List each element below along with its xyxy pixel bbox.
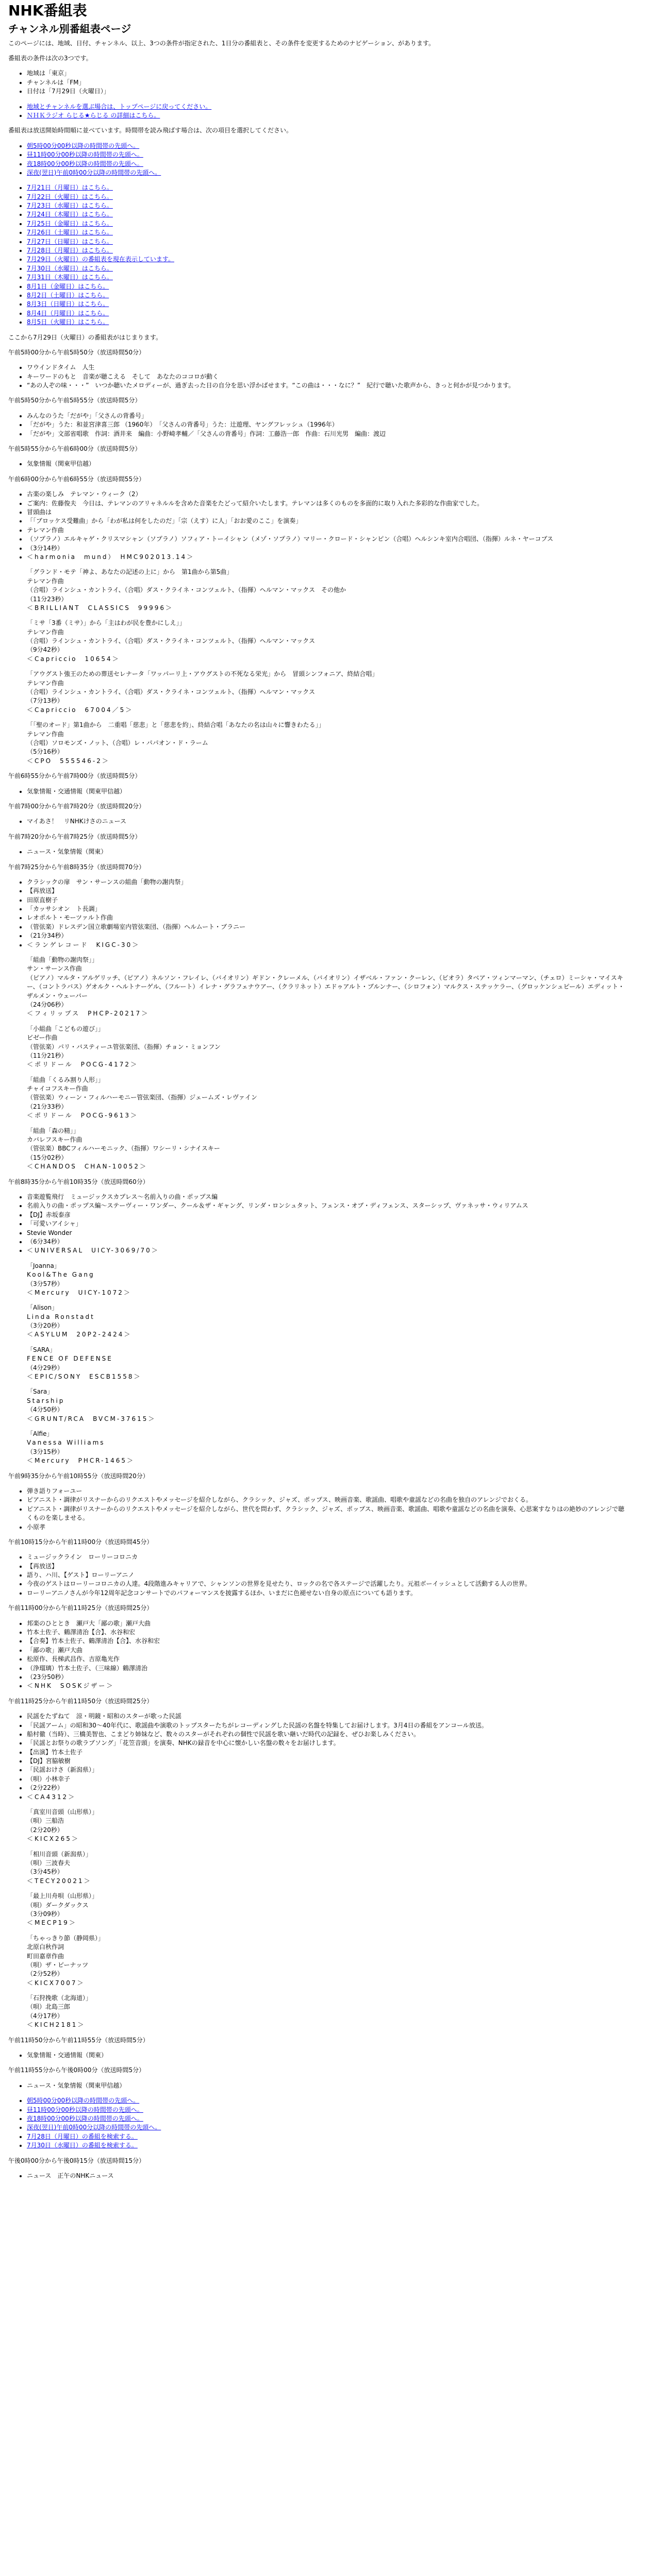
cut-line: （管弦楽）パリ・バスティーユ管弦楽団、（指揮）チョン・ミョンフン <box>27 1043 221 1050</box>
cut-line: 「組曲「くるみ割り人形」」 <box>27 1076 105 1083</box>
jump-link-midnight[interactable]: 深夜(翌日)午前0時00分以降の時間帯の先頭へ。 <box>27 168 161 176</box>
cut-line: 「ミサ「3番（ミサ）」から「主はわが民を豊かにしえ」」 <box>27 619 186 627</box>
cut-line: FENCE OF DEFENSE <box>27 1355 113 1363</box>
program-cut <box>27 568 627 613</box>
cut-line: （唄）ダークダックス <box>27 1901 89 1909</box>
nav-link[interactable]: 7月30日（水曜日）の番組を検索する。 <box>27 2142 138 2149</box>
cut-line: （3分15秒） <box>27 1448 63 1455</box>
date-item <box>27 238 627 246</box>
cut-line: （3分57秒） <box>27 1280 63 1287</box>
program-item: • “あの人ぞの味・・・” いつか聴いたメロディーが、過ぎ去った日の自分を思い浮かばせます。“この曲は・・・なに？” 紀行で聴いた歌声から、きっと何かが見つかります。 <box>27 381 627 390</box>
program-items <box>8 817 627 826</box>
date-link[interactable]: 8月1日（金曜日）はこちら。 <box>27 282 109 290</box>
program-item: • 気象情報・交通情報（関東甲信越） <box>27 787 627 796</box>
cut-line: （合唱）ラインシュ・カントライ、（合唱）ダス・クライネ・コンツェルト、（指揮）ヘルマン・マックス <box>27 688 316 696</box>
cut-line: 「小組曲「こどもの遊び」」 <box>27 1025 105 1032</box>
cut-line: （9分42秒） <box>27 646 63 654</box>
cut-line: （7分13秒） <box>27 697 63 705</box>
program-items <box>8 1619 627 1691</box>
cut-line: ＜EPIC/SONY ESCB1558＞ <box>27 1373 142 1381</box>
cut-line: 「「聖のオード」第1曲から 二重唱「慈悲」と「慈悲を約」、終結合唱「あなたの名は山々に響きわたる」」 <box>27 721 325 729</box>
program-item: • 【再放送】 <box>27 887 627 895</box>
page-title: NHK番組表 <box>8 2 87 19</box>
cut-line: Vanessa Williams <box>27 1439 105 1447</box>
date-item <box>27 219 627 228</box>
program-cut <box>27 1934 627 1988</box>
cut-line: 「アウグスト強王のための葬送セレナータ「ワッパーリ上・アウグストの不死なる栄光」から 冒頭シンフォニア、終結合唱」 <box>27 670 378 678</box>
date-link[interactable]: 8月5日（火曜日）はこちら。 <box>27 318 109 326</box>
program-item: • 弾き語りフォーユー <box>27 1487 627 1496</box>
cut-line: （3分45秒） <box>27 1868 63 1876</box>
program-item: • ピアニスト・調律がリスナーからのリクエストやメッセージを紹介しながら、クラシック、ジャズ、ポップス、映画音楽、歌謡曲、唱歌や童謡などの名曲を独自のアレンジでおくる。 <box>27 1496 627 1504</box>
cut-line: ＜Capriccio 10654＞ <box>27 655 120 663</box>
jump-label: 番組表は放送開始時間順に並べています。時間帯を読み飛ばす場合は、次の項目を選択してください。 <box>8 127 293 134</box>
program-item: • 「可愛いアイシャ」 <box>27 1219 627 1228</box>
program-item: • 「だがや」文部省唱歌 作詞：酒井来 編曲：小野崎孝輔／「父さんの背番号」作詞：工藤浩一郎 作曲：石川光男 編曲：渡辺 <box>27 430 627 438</box>
program-block <box>8 348 627 391</box>
cut-line: ＜KICX265＞ <box>27 1835 79 1843</box>
jump-link-morning[interactable]: 朝5時00分00秒以降の時間帯の先頭へ。 <box>27 142 140 149</box>
nav-item <box>27 2132 627 2141</box>
cut-line: 「組曲「動物の謝肉祭」」 <box>27 956 98 964</box>
nav-link[interactable]: 深夜(翌日)午前0時00分以降の時間帯の先頭へ。 <box>27 2124 161 2131</box>
program-item: • 松原作、長梯武昌作、吉原亀光作 <box>27 1655 627 1664</box>
program-cut <box>27 1850 627 1886</box>
radiru-link[interactable]: ＮＨＫラジオ らじる★らじる の詳細はこちら。 <box>27 111 160 119</box>
program-cut <box>27 956 627 1019</box>
program-cut <box>27 1808 627 1844</box>
date-link[interactable]: 7月24日（木曜日）はこちら。 <box>27 211 113 218</box>
program-item: • 冒頭曲は <box>27 508 627 517</box>
program-cut <box>27 619 627 664</box>
last-program <box>8 2157 627 2181</box>
program-time: 午前11時00分から午前11時25分（放送時間25分） <box>8 1604 153 1612</box>
cut-line: 「Sara」 <box>27 1388 54 1396</box>
jump-link-evening[interactable]: 夜18時00分00秒以降の時間帯の先頭へ。 <box>27 160 143 167</box>
nav-link[interactable]: 昼11時00分00秒以降の時間帯の先頭へ。 <box>27 2106 143 2113</box>
cut-line: 「Alfie」 <box>27 1430 53 1437</box>
program-item: • みんなのうた「だがや」「父さんの背番号」 <box>27 412 627 420</box>
program-items <box>8 1553 627 1598</box>
cut-line: 「最上川舟唄（山形県）」 <box>27 1892 98 1900</box>
program-block <box>8 1538 627 1598</box>
date-link[interactable]: 7月28日（月曜日）はこちら。 <box>27 247 113 255</box>
program-item: • （ソプラノ）エルキャゲ・クリスマシャン（ソプラノ）ソフィア・トーイシャン（メゾ・ソプラノ）マリー・クロード・シャンピン（合唱）ヘルシンキ室内合唱団、（指揮）ルネ・ヤーコブス <box>27 535 627 544</box>
current-date-link[interactable]: 7月29日（火曜日）の番組表を現在表示しています。 <box>27 256 174 263</box>
program-item: • ワウインドタイム 人生 <box>27 363 627 372</box>
program-item: • （2分22秒） <box>27 1784 627 1792</box>
condition-item: • チャンネルは「FM」 <box>27 78 627 87</box>
date-item <box>27 264 627 273</box>
cut-line: Linda Ronstadt <box>27 1313 95 1320</box>
program-item: • ＜CA4312＞ <box>27 1793 627 1802</box>
date-item <box>27 210 627 219</box>
cut-line: （ピアノ）マルタ・アルゲリッチ、（ピアノ）ネルソン・フレイレ、（バイオリン）ギドン・クレーメル、（バイオリン）イザベル・ファン・クーレン、（ビオラ）タベア・ツィンマーマン、（チェロ）ミーシャ・マイスキー、（コントラバス）ゲオルク・ヘルトナーゲル、（フルート）イレナ・グラフェナウアー、（クラリネット）エドゥアルト・ブルンナー、（シロフォン）マルクス・ステッケラー、（グロッケンシュピール）エディット・ザルメン・ウェーバー <box>27 974 624 999</box>
date-link[interactable]: 8月4日（月曜日）はこちら。 <box>27 309 109 317</box>
cut-line: （2分52秒） <box>27 1970 63 1978</box>
program-cut <box>27 670 627 715</box>
program-item: • 今夜のゲストはローリーコロニカの人達。4段階進みキャリアで、シャンソンの世界を見せたり、ロックの名で各ステージで活躍したり。元祖ボーイッシュとして活動する人の世界。 <box>27 1580 627 1588</box>
program-item: • ＜UNIVERSAL UICY-3069/70＞ <box>27 1246 627 1255</box>
cut-line: （15分02秒） <box>27 1154 68 1161</box>
program-item: • 語り、ハ川、【ゲスト】ローリーアニノ <box>27 1571 627 1580</box>
cut-line: テレマン作曲 <box>27 679 64 687</box>
program-items <box>8 363 627 390</box>
page-intro: このページには、地域、日付、チャンネル、以上、3つの条件が指定された、1日分の番組表と、その条件を変更するためのナビゲーション、があります。 <box>8 39 435 47</box>
nav-link[interactable]: 朝5時00分00秒以降の時間帯の先頭へ。 <box>27 2097 140 2105</box>
program-time: 午前9時35分から午前10時55分（放送時間20分） <box>8 1472 149 1480</box>
program-time: 午前11時55分から午後0時00分（放送時間5分） <box>8 2066 145 2074</box>
cut-line: 「真室川音頭（山形県）」 <box>27 1808 98 1816</box>
program-cut <box>27 1892 627 1928</box>
nav-item <box>27 2123 627 2132</box>
conditions-list <box>8 69 627 96</box>
program-item: • 「「ブロッケス受難曲」から「わが私は何をしたのだ」「宗（えす）に人」「おお愛のここ」を演奏」 <box>27 517 627 526</box>
cut-line: （21分33秒） <box>27 1103 68 1110</box>
program-cuts <box>8 568 627 766</box>
bottom-nav-links <box>8 2096 627 2150</box>
program-item: • ピアニスト・調律がリスナーからのリクエストやメッセージを紹介しながら、世代を問わず、クラシック、ジャズ、ポップス、映画音楽、歌謡曲、唱歌や童謡などの名曲を演奏、心思案すなりはの絶妙のアレンジで聴くものを楽しませる。 <box>27 1505 627 1523</box>
program-time: 午前7時20分から午前7時25分（放送時間5分） <box>8 833 141 840</box>
cut-line: 「SARA」 <box>27 1346 56 1353</box>
program-time: 午後0時00分から午後0時15分（放送時間15分） <box>8 2157 145 2164</box>
date-links <box>8 183 627 327</box>
cut-line: （4分29秒） <box>27 1364 63 1371</box>
date-link[interactable]: 7月30日（水曜日）はこちら。 <box>27 264 113 272</box>
date-item <box>27 183 627 192</box>
nav-link[interactable]: 夜18時00分00秒以降の時間帯の先頭へ。 <box>27 2114 143 2122</box>
cut-line: Starship <box>27 1397 65 1404</box>
date-link[interactable]: 7月21日（月曜日）はこちら。 <box>27 184 113 192</box>
program-item: • （3分14秒） <box>27 544 627 553</box>
schedule-start-text: ここから7月29日（火曜日）の番組表がはじまります。 <box>8 333 162 341</box>
cut-line: カバレフスキー作曲 <box>27 1136 82 1144</box>
date-link[interactable]: 7月25日（金曜日）はこちら。 <box>27 219 113 227</box>
cut-line: （管弦楽）BBCフィルハーモニック、（指揮）ワシーリ・シナイスキー <box>27 1145 220 1153</box>
cut-line: （4分17秒） <box>27 2012 63 2020</box>
date-link[interactable]: 7月22日（火曜日）はこちら。 <box>27 193 113 200</box>
condition-links <box>8 103 627 121</box>
program-block <box>8 2036 627 2060</box>
date-item <box>27 255 627 264</box>
program-item: • 気象情報（関東甲信越） <box>27 460 627 468</box>
program-cut <box>27 1387 627 1423</box>
program-items <box>8 2081 627 2090</box>
program-items <box>8 412 627 438</box>
cut-line: ＜CHANDOS CHAN-10052＞ <box>27 1163 147 1171</box>
program-item: • ＜NHK SOSKジザー＞ <box>27 1682 627 1690</box>
cut-line: （管弦楽）ウィーン・フィルハーモニー管弦楽団、（指揮）ジェームズ・レヴァイン <box>27 1094 257 1101</box>
nav-item <box>27 2096 627 2105</box>
program-item: • 音楽遊覧飛行 ミュージックスカプレス〜名前入りの曲・ポップス編 <box>27 1193 627 1201</box>
cut-line: 「ちゃっきり節（静岡県）」 <box>27 1934 105 1942</box>
date-link[interactable]: 7月23日（水曜日）はこちら。 <box>27 202 113 210</box>
program-item: • 「カッサシオン ト長調」 <box>27 905 627 913</box>
program-cut <box>27 1994 627 2030</box>
conditions-label: 番組表の条件は次の3つです。 <box>8 54 92 62</box>
program-item: • ニュース・気象情報（関東甲信越） <box>27 2081 627 2090</box>
date-item <box>27 201 627 210</box>
program-time: 午前7時25分から午前8時35分（放送時間70分） <box>8 863 145 871</box>
program-item: • 【出演】竹本土佐子 <box>27 1748 627 1757</box>
program-items <box>8 878 627 950</box>
cut-line: ＜ポリドール POCG-4172＞ <box>27 1061 138 1069</box>
program-block <box>8 445 627 469</box>
program-item: • ＜harmonia mund） HMC902013.14＞ <box>27 553 627 562</box>
program-block <box>8 2066 627 2090</box>
cut-line: （11分23秒） <box>27 595 68 603</box>
program-items <box>8 460 627 468</box>
cut-line: 「グランド・モテ「神よ、あなたの記述の上に」から 第1曲から第5曲」 <box>27 568 233 576</box>
program-time: 午前5時55分から午前6時00分（放送時間5分） <box>8 445 141 453</box>
program-items <box>8 1487 627 1532</box>
program-time: 午前11時50分から午前11時55分（放送時間5分） <box>8 2036 149 2044</box>
nav-item <box>27 2141 627 2150</box>
cut-line: （5分16秒） <box>27 748 63 756</box>
program-time: 午前6時00分から午前6時55分（放送時間55分） <box>8 475 145 483</box>
date-item <box>27 246 627 255</box>
top-page-link[interactable]: 地域とチャンネルを選ぶ場合は、トップページに戻ってください。 <box>27 103 212 110</box>
cut-line: （唄）北島三郎 <box>27 2003 71 2011</box>
program-item: • 小原孝 <box>27 1523 627 1532</box>
condition-item: • 日付は「7月29日（火曜日）」 <box>27 87 627 96</box>
program-time: 午前8時35分から午前10時35分（放送時間60分） <box>8 1178 149 1185</box>
cut-line: ＜KICX7007＞ <box>27 1979 85 1987</box>
program-item: • ミュージックライン ローリーコロニカ <box>27 1553 627 1562</box>
cut-line: 「Alison」 <box>27 1304 58 1312</box>
cut-line: （2分20秒） <box>27 1826 63 1834</box>
program-block <box>8 396 627 438</box>
cut-line: 「Joanna」 <box>27 1262 60 1269</box>
date-item <box>27 318 627 327</box>
program-item: • マイあさ！ リNHKけさのニュース <box>27 817 627 826</box>
program-item: • 邦楽のひととき 瀬戸大「鄙の歌」瀬戸大曲 <box>27 1619 627 1628</box>
cut-line: ＜フィリップス PHCP-20217＞ <box>27 1010 150 1018</box>
cut-line: ＜CPO 555546-2＞ <box>27 757 110 765</box>
program-block <box>8 802 627 826</box>
cut-line: （3分20秒） <box>27 1322 63 1330</box>
cut-line: ＜KICH2181＞ <box>27 2021 86 2029</box>
date-item <box>27 282 627 291</box>
program-items <box>8 1193 627 1256</box>
date-item <box>27 273 627 282</box>
cut-line: ＜GRUNT/RCA BVCM-37615＞ <box>27 1415 156 1422</box>
program-item: • 船村徹（当時）、三橋美智也、こまどり姉妹など、数々のスターがそれぞれの個性で民謡を歌い継いだ時代の記録を、ぜひお楽しみください。 <box>27 1730 627 1739</box>
program-block <box>8 1178 627 1466</box>
cut-line: （唄）三船浩 <box>27 1817 64 1825</box>
program-cut <box>27 1025 627 1070</box>
program-item: • クラシックの扉 サン・サーンスの組曲「動物の謝肉祭」 <box>27 878 627 887</box>
program-item: • 「だがや」うた：和並宮津喜三郎 （1960年） 「父さんの背番号」うた：辻遊理、ヤングフレッシュ（1996年） <box>27 420 627 429</box>
program-items <box>8 2051 627 2060</box>
program-block <box>8 475 627 766</box>
program-time: 午前5時50分から午前5時55分（放送時間5分） <box>8 397 141 404</box>
cut-line: （4分50秒） <box>27 1406 63 1414</box>
program-item: • （管弦楽）ドレスデン国立歌劇場室内管弦楽団、（指揮）ヘルムート・ブラニー <box>27 923 627 931</box>
program-cut <box>27 1346 627 1382</box>
cut-line: ビゼー作曲 <box>27 1034 58 1042</box>
cut-line: ＜ポリドール POCG-9613＞ <box>27 1112 138 1120</box>
cut-line: 「石狩挽歌（北海道）」 <box>27 1994 92 2002</box>
program-time: 午前6時55分から午前7時00分（放送時間5分） <box>8 772 141 780</box>
cut-line: ＜BRILLIANT CLASSICS 99996＞ <box>27 604 174 612</box>
program-item: • 「鄙の歌」瀬戸大曲 <box>27 1646 627 1655</box>
cut-line: チャイコフスキー作曲 <box>27 1085 88 1093</box>
date-item <box>27 309 627 318</box>
program-items <box>8 787 627 796</box>
program-item: • ご案内：佐藤俊夫 今日は、テレマンのアリャネルルを含めた音楽をたどって紹介いたします。テレマンは多くのものを多面的に取り入れた多彩的な作曲家でした。 <box>27 499 627 508</box>
program-cut <box>27 721 627 766</box>
program-item: • レオポルト・モーツァルト作曲 <box>27 913 627 922</box>
program-item: • ＜ランゲレコード KIGC-30＞ <box>27 941 627 950</box>
program-block <box>8 2157 627 2181</box>
program-item: • （21分34秒） <box>27 931 627 940</box>
cut-line: テレマン作曲 <box>27 628 64 636</box>
program-cut <box>27 1430 627 1466</box>
program-cuts <box>8 1262 627 1466</box>
cut-line: （唄）ザ・ピーナッツ <box>27 1961 89 1969</box>
program-item: • テレマン作曲 <box>27 526 627 535</box>
cut-line: （唄）三波春夫 <box>27 1859 71 1867</box>
program-cut <box>27 1127 627 1172</box>
date-link[interactable]: 8月2日（土曜日）はこちら。 <box>27 291 109 299</box>
program-time: 午前5時00分から午前5時50分（放送時間50分） <box>8 348 145 356</box>
cut-line: （24分06秒） <box>27 1001 68 1008</box>
program-time: 午前10時15分から午前11時00分（放送時間45分） <box>8 1538 153 1546</box>
program-block <box>8 772 627 796</box>
cut-line: ＜ASYLUM 20P2-2424＞ <box>27 1331 132 1338</box>
cut-line: （合唱）ラインシュ・カントライ、（合唱）ダス・クライネ・コンツェルト、（指揮）ヘルマン・マックス <box>27 637 316 645</box>
program-item: • 気象情報・交通情報（関東） <box>27 2051 627 2060</box>
program-item: • 竹本土佐子、鶴澤清治【合】、水谷和宏 <box>27 1628 627 1637</box>
date-link[interactable]: 7月31日（木曜日）はこちら。 <box>27 274 113 281</box>
cut-line: （合唱）ソロモンズ・ノット、（合唱）レ・パパオン・ド・ラーム <box>27 739 208 747</box>
program-cut <box>27 1303 627 1340</box>
program-item: • 「民謡アーム」の昭和30〜40年代に、歌謡曲や演歌のトップスターたちがレコーディングした民謡の名盤を特集してお届けします。3月4日の番組をアンコール放送。 <box>27 1721 627 1730</box>
program-item: • Stevie Wonder <box>27 1229 627 1238</box>
date-item <box>27 193 627 201</box>
program-items <box>8 848 627 856</box>
date-item <box>27 228 627 237</box>
cut-line: （合唱）ラインシュ・カントライ、（合唱）ダス・クライネ・コンツェルト、（指揮）ヘルマン・マックス その他か <box>27 586 346 594</box>
jump-link-noon[interactable]: 昼11時00分00秒以降の時間帯の先頭へ。 <box>27 151 143 159</box>
program-item: • 【DJ】宮脇敏樹 <box>27 1757 627 1766</box>
program-item: • 「民謡とお祭りの歌ラブソング」「花笠音頭」を演奏、NHKの録音を中心に懐かしい名盤の数々をお届けします。 <box>27 1739 627 1748</box>
program-time: 午前11時25分から午前11時50分（放送時間25分） <box>8 1697 153 1705</box>
date-link[interactable]: 7月26日（土曜日）はこちら。 <box>27 229 113 236</box>
date-link[interactable]: 7月27日（日曜日）はこちら。 <box>27 238 113 245</box>
program-cuts <box>8 1808 627 2030</box>
cut-line: 「相川音頭（新潟県）」 <box>27 1850 92 1858</box>
cut-line: ＜TECY20021＞ <box>27 1877 92 1885</box>
program-item: • ローリーアニノさんが今年12周年記念コンサートでのパフォーマンスを披露するほか、いまだに色褪せない自身の原点についても語ります。 <box>27 1589 627 1598</box>
program-item: • キーワードのもと 音楽が聴こえる そして あなたのココロが動く <box>27 372 627 381</box>
program-item: • 古楽の楽しみ テレマン・ウィーク（2） <box>27 490 627 499</box>
condition-item: • 地域は「東京」 <box>27 69 627 78</box>
program-items <box>8 1712 627 1802</box>
program-item: • （6分34秒） <box>27 1238 627 1246</box>
program-item: • 【再放送】 <box>27 1562 627 1571</box>
program-item: • 「民謡おけさ（新潟県）」 <box>27 1766 627 1774</box>
program-schedule <box>8 348 627 2090</box>
cut-line: 「組曲「森の精」」 <box>27 1127 80 1134</box>
nav-link[interactable]: 7月28日（月曜日）の番組を検索する。 <box>27 2132 138 2140</box>
date-link[interactable]: 8月3日（日曜日）はこちら。 <box>27 300 109 308</box>
program-item: • ニュース 正午のNHKニュース <box>27 2172 627 2180</box>
program-item: • （唄）小林幸子 <box>27 1775 627 1784</box>
time-jump-links <box>8 142 627 178</box>
cut-line: （3分09秒） <box>27 1910 63 1918</box>
program-items <box>8 490 627 562</box>
cut-line: ＜Mercury PHCR-1465＞ <box>27 1457 135 1465</box>
program-block <box>8 833 627 857</box>
cut-line: ＜Capriccio 67004／5＞ <box>27 706 134 714</box>
nav-item <box>27 2114 627 2123</box>
program-item: • 民謡をたずねて 涼・明鏡・昭和のスターが歌った民謡 <box>27 1712 627 1721</box>
cut-line: ＜MECP19＞ <box>27 1919 77 1927</box>
program-item: • 【合奏】竹本土佐子、鶴澤清治【合】、水谷和宏 <box>27 1637 627 1646</box>
program-items <box>8 2172 627 2180</box>
program-cuts <box>8 956 627 1172</box>
program-item: • ニュース・気象情報（関東） <box>27 848 627 856</box>
program-cut <box>27 1076 627 1121</box>
cut-line: サン・サーンス作曲 <box>27 965 82 973</box>
program-block <box>8 1697 627 2030</box>
date-item <box>27 300 627 309</box>
cut-line: 北原白秋作詞 <box>27 1943 64 1951</box>
nav-item <box>27 2106 627 2114</box>
cut-line: 町田嘉章作曲 <box>27 1952 64 1960</box>
program-item: • 【DJ】赤坂泰彦 <box>27 1211 627 1219</box>
cut-line: ＜Mercury UICY-1072＞ <box>27 1289 131 1296</box>
cut-line: （11分21秒） <box>27 1052 68 1059</box>
program-item: • 名前入りの曲・ポップス編〜ステーヴィー・ワンダー、クール＆ザ・ギャング、リンダ・ロンシュタット、フェンス・オブ・ディフェンス、スターシップ、ヴァネッサ・ウィリアムス <box>27 1201 627 1210</box>
cut-line: テレマン作曲 <box>27 577 64 585</box>
page-subtitle: チャンネル別番組表ページ <box>8 22 131 35</box>
program-block <box>8 1472 627 1532</box>
cut-line: テレマン作曲 <box>27 730 64 738</box>
cut-line: Kool&The Gang <box>27 1271 95 1279</box>
date-item <box>27 291 627 300</box>
program-block <box>8 1604 627 1691</box>
program-block <box>8 863 627 1172</box>
program-cut <box>27 1262 627 1298</box>
program-item: • （23分50秒） <box>27 1673 627 1682</box>
program-item: • 田原直樹子 <box>27 896 627 905</box>
program-time: 午前7時00分から午前7時20分（放送時間20分） <box>8 802 145 810</box>
program-item: • （浄瑠璃）竹本土佐子、（三味線）鶴澤清治 <box>27 1664 627 1673</box>
